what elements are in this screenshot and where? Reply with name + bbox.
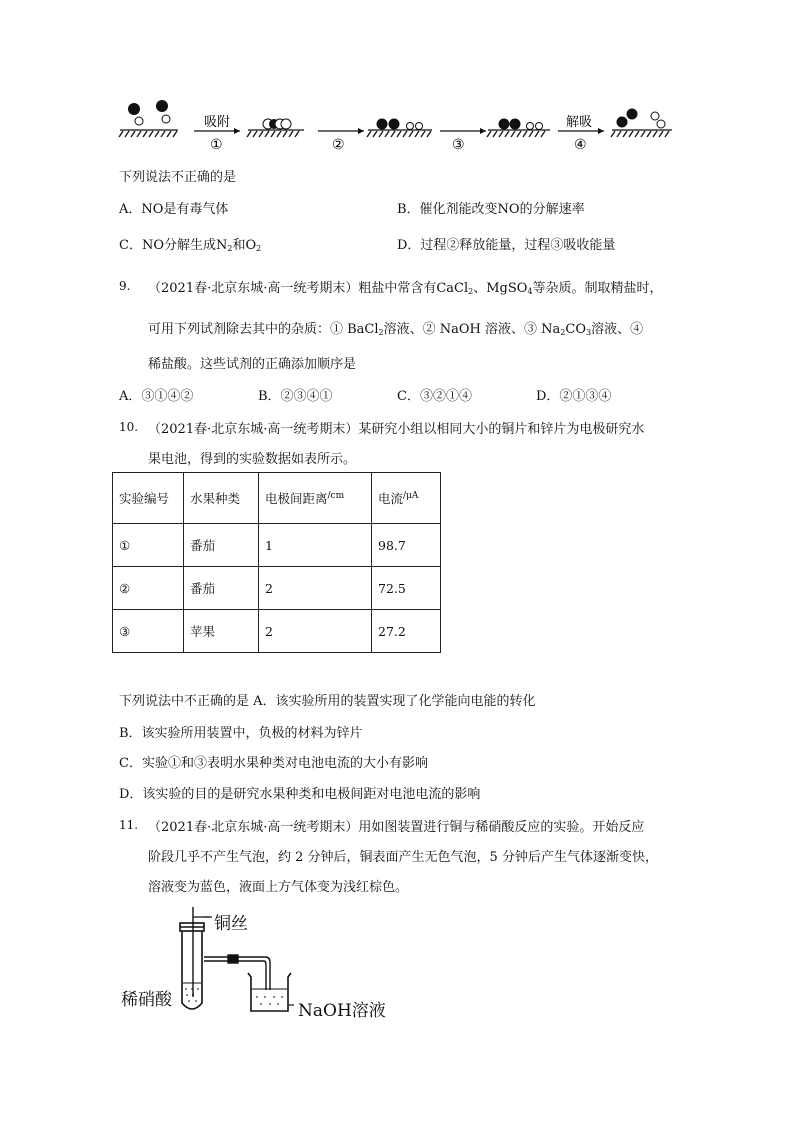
q11-line-1: （2021春·北京东城·高一统考期末）用如图装置进行铜与稀硝酸反应的实验。开始反应 (148, 820, 645, 835)
reaction-scheme (118, 96, 678, 156)
acid-liquid (183, 983, 201, 1001)
data-table (112, 472, 441, 653)
table-row (113, 524, 441, 567)
q10-number: 10. (119, 420, 139, 434)
table-cell: 2 (259, 610, 372, 653)
delivery-tube (204, 955, 270, 990)
q9-option-d: D．②①③④ (536, 389, 612, 404)
desorb-label: 解吸 (566, 115, 593, 130)
q10-line-1: （2021春·北京东城·高一统考期末）某研究小组以相同大小的铜片和锌片为电极研究水 (148, 422, 645, 437)
q9-number: 9. (119, 279, 131, 293)
table-row (113, 610, 441, 653)
surface-4 (487, 130, 550, 137)
q9-option-a: A．③①④② (119, 389, 194, 404)
table-cell: ① (113, 524, 184, 567)
table-cell: ② (113, 567, 184, 610)
table-cell: 98.7 (372, 524, 441, 567)
naoh-liquid (252, 989, 287, 1004)
header-cell: 电流$^{/\mu A}$ (372, 473, 441, 524)
q9-option-b: B．②③④① (258, 389, 333, 404)
q10-stem-option-a: 下列说法中不正确的是 A．该实验所用的装置实现了化学能向电能的转化 (119, 694, 536, 709)
q11-line-2: 阶段几乎不产生气泡，约 2 分钟后，铜表面产生无色气泡，5 分钟后产生气体逐渐变快， (148, 850, 658, 865)
label-nitric-acid: 稀硝酸 (121, 990, 172, 1010)
test-tube (180, 923, 204, 1009)
q9-option-c: C．③②①④ (397, 389, 472, 404)
o-atom (135, 117, 143, 125)
table-cell: 72.5 (372, 567, 441, 610)
q11-line-3: 溶液变为蓝色，液面上方气体变为浅红棕色。 (148, 880, 409, 895)
q8-stem: 下列说法不正确的是 (119, 170, 237, 185)
q9-line-3: 稀盐酸。这些试剂的正确添加顺序是 (148, 357, 357, 372)
n-atom (156, 100, 168, 112)
header-cell: 实验编号 (113, 473, 184, 524)
q10-option-b: B．该实验所用装置中，负极的材料为锌片 (119, 726, 363, 741)
header-cell: 水果种类 (184, 473, 259, 524)
table-cell: ③ (113, 610, 184, 653)
table-header-row (113, 473, 441, 524)
q11-number: 11. (119, 818, 139, 832)
table-cell: 27.2 (372, 610, 441, 653)
q8-option-c: C．NO分解生成$N_2$和$O_2$ (119, 238, 262, 253)
surface-2 (247, 130, 304, 137)
label-copper-wire: 铜丝 (214, 914, 248, 934)
o-atom (162, 115, 170, 123)
step-2-label: ② (332, 137, 345, 153)
q8-option-b: B．催化剂能改变NO的分解速率 (397, 202, 585, 217)
step-4-label: ④ (574, 137, 587, 153)
table-cell: 番茄 (184, 567, 259, 610)
label-naoh-solution: NaOH溶液 (298, 1001, 386, 1021)
surface-5 (611, 130, 672, 137)
q10-option-d: D．该实验的目的是研究水果种类和电极间距对电池电流的影响 (119, 787, 481, 802)
q10-line-2: 果电池，得到的实验数据如表所示。 (148, 452, 357, 467)
q9-line-2: 可用下列试剂除去其中的杂质：① BaCl$_2$溶液、② NaOH 溶液、③ $Na_2CO_3$溶液、④ (148, 322, 644, 337)
q9-line-1: （2021春·北京东城·高一统考期末）粗盐中常含有CaCl$_2$、MgSO$_4$等杂质。制取精盐时， (148, 281, 663, 296)
table-row (113, 567, 441, 610)
q8-option-d: D．过程②释放能量，过程③吸收能量 (397, 238, 616, 253)
n-atom (128, 103, 140, 115)
surface-3 (367, 130, 432, 137)
header-cell: 电极间距离$^{/cm}$ (259, 473, 372, 524)
step-1-label: ① (210, 137, 223, 153)
table-cell: 番茄 (184, 524, 259, 567)
q8-option-a: A．NO是有毒气体 (119, 202, 229, 217)
table-cell: 2 (259, 567, 372, 610)
adsorb-label: 吸附 (204, 115, 231, 130)
step-3-label: ③ (452, 137, 465, 153)
q10-option-c: C．实验①和③表明水果种类对电池电流的大小有影响 (119, 756, 428, 771)
table-cell: 苹果 (184, 610, 259, 653)
surface-1 (119, 130, 178, 137)
table-cell: 1 (259, 524, 372, 567)
